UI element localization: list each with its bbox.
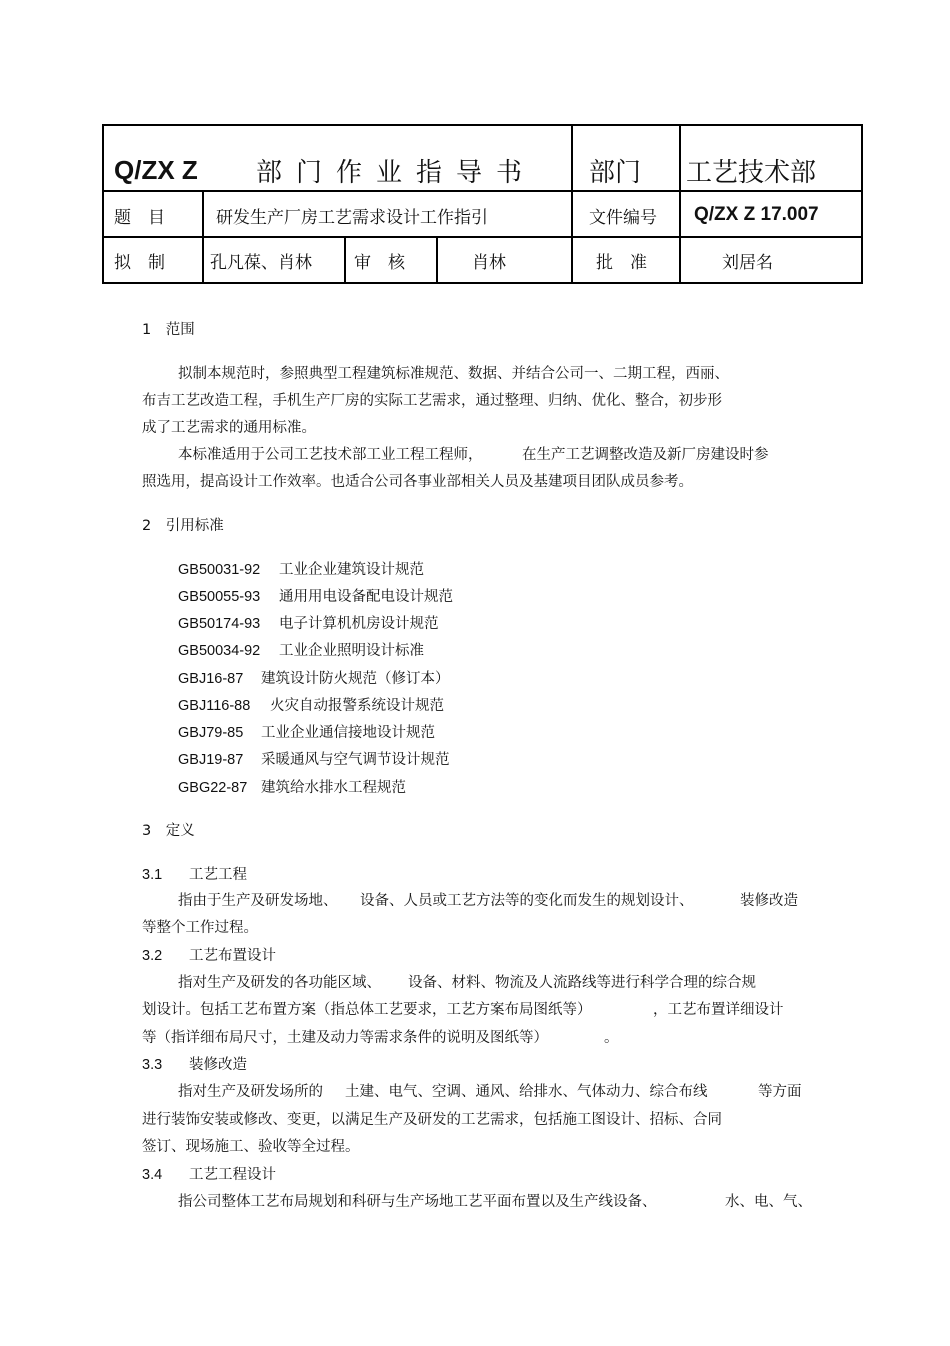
standard-code: GBJ16-87	[178, 671, 244, 687]
standard-code: GB50031-92	[178, 562, 261, 578]
col-divider	[202, 191, 204, 282]
subsection-title: 工艺工程设计	[189, 1167, 276, 1183]
approver-label: 批 准	[596, 252, 647, 273]
dept-value: 工艺技术部	[686, 157, 817, 188]
standard-name: 工业企业通信接地设计规范	[261, 725, 435, 741]
drafter-label: 拟 制	[114, 252, 165, 273]
paragraph-line: 土建、电气、空调、通风、给排水、气体动力、综合布线	[345, 1084, 708, 1100]
paragraph-line: 本标准适用于公司工艺技术部工业工程工程师，	[178, 447, 483, 463]
paragraph-line: 指由于生产及研发场地、	[178, 893, 338, 909]
standard-code: GB50174-93	[178, 616, 261, 632]
doc-title: 部门作业指导书	[256, 157, 537, 188]
standard-name: 建筑设计防火规范（修订本）	[261, 671, 450, 687]
col-divider	[571, 126, 573, 282]
standard-code: GB50055-93	[178, 589, 261, 605]
paragraph-line: ，工艺布置详细设计	[653, 1002, 784, 1018]
section-title: 1 范围	[142, 322, 195, 338]
col-divider	[436, 237, 438, 282]
paragraph-line: 拟制本规范时，参照典型工程建筑标准规范、数据、并结合公司一、二期工程，西丽、	[178, 366, 729, 382]
paragraph-line: 等（指详细布局尺寸，土建及动力等需求条件的说明及图纸等）	[142, 1030, 548, 1046]
paragraph-line: 划设计。包括工艺布置方案（指总体工艺要求，工艺方案布局图纸等）	[142, 1002, 592, 1018]
section-title: 2 引用标准	[142, 518, 224, 534]
standard-name: 通用用电设备配电设计规范	[279, 589, 453, 605]
paragraph-line: 指对生产及研发场所的	[178, 1084, 323, 1100]
standard-code: GBJ79-85	[178, 725, 244, 741]
subject-value: 研发生产厂房工艺需求设计工作指引	[216, 207, 488, 228]
paragraph-line: 指对生产及研发的各功能区域、	[178, 975, 381, 991]
reviewer-label: 审 核	[354, 252, 405, 273]
subsection-title: 装修改造	[189, 1057, 247, 1073]
paragraph-line: 水、电、气、	[725, 1194, 812, 1210]
docno-value: Q/ZX Z 17.007	[694, 204, 819, 225]
subsection-number: 3.3	[142, 1057, 163, 1073]
header-table	[102, 124, 863, 284]
standard-name: 采暖通风与空气调节设计规范	[261, 752, 450, 768]
paragraph-line: 进行装饰安装或修改、变更，以满足生产及研发的工艺需求，包括施工图设计、招标、合同	[142, 1112, 722, 1128]
standard-code: GBJ19-87	[178, 752, 244, 768]
subsection-number: 3.4	[142, 1167, 163, 1183]
standard-name: 工业企业建筑设计规范	[279, 562, 424, 578]
standard-name: 火灾自动报警系统设计规范	[270, 698, 444, 714]
paragraph-line: 签订、现场施工、验收等全过程。	[142, 1139, 360, 1155]
paragraph-line: 布吉工艺改造工程，手机生产厂房的实际工艺需求，通过整理、归纳、优化、整合，初步形	[142, 393, 722, 409]
paragraph-line: 在生产工艺调整改造及新厂房建设时参	[522, 447, 769, 463]
paragraph-line: 设备、人员或工艺方法等的变化而发生的规划设计、	[360, 893, 694, 909]
paragraph-line: 成了工艺需求的通用标准。	[142, 420, 316, 436]
standard-name: 工业企业照明设计标准	[279, 643, 424, 659]
standard-name: 电子计算机机房设计规范	[279, 616, 439, 632]
section-title: 3 定义	[142, 823, 195, 839]
paragraph-line: 指公司整体工艺布局规划和科研与生产场地工艺平面布置以及生产线设备、	[178, 1194, 657, 1210]
paragraph-line: 设备、材料、物流及人流路线等进行科学合理的综合规	[408, 975, 756, 991]
paragraph-line: 等整个工作过程。	[142, 920, 258, 936]
approver-value: 刘居名	[722, 252, 773, 273]
standard-code: GBG22-87	[178, 780, 248, 796]
standard-code: GB50034-92	[178, 643, 261, 659]
subsection-title: 工艺布置设计	[189, 948, 276, 964]
paragraph-line: 照选用，提高设计工作效率。也适合公司各事业部相关人员及基建项目团队成员参考。	[142, 474, 693, 490]
dept-label: 部门	[589, 157, 642, 188]
standard-code: GBJ116-88	[178, 698, 251, 714]
subject-label: 题 目	[114, 207, 165, 228]
doc-code: Q/ZX Z	[114, 154, 198, 185]
subsection-number: 3.2	[142, 948, 163, 964]
standard-name: 建筑给水排水工程规范	[261, 780, 406, 796]
paragraph-line: 。	[604, 1030, 619, 1046]
col-divider	[344, 237, 346, 282]
drafter-value: 孔凡葆、肖林	[210, 252, 312, 273]
subsection-number: 3.1	[142, 867, 163, 883]
col-divider	[679, 126, 681, 282]
reviewer-value: 肖林	[472, 252, 506, 273]
paragraph-line: 等方面	[758, 1084, 802, 1100]
subsection-title: 工艺工程	[189, 867, 247, 883]
docno-label: 文件编号	[589, 207, 657, 228]
paragraph-line: 装修改造	[740, 893, 798, 909]
